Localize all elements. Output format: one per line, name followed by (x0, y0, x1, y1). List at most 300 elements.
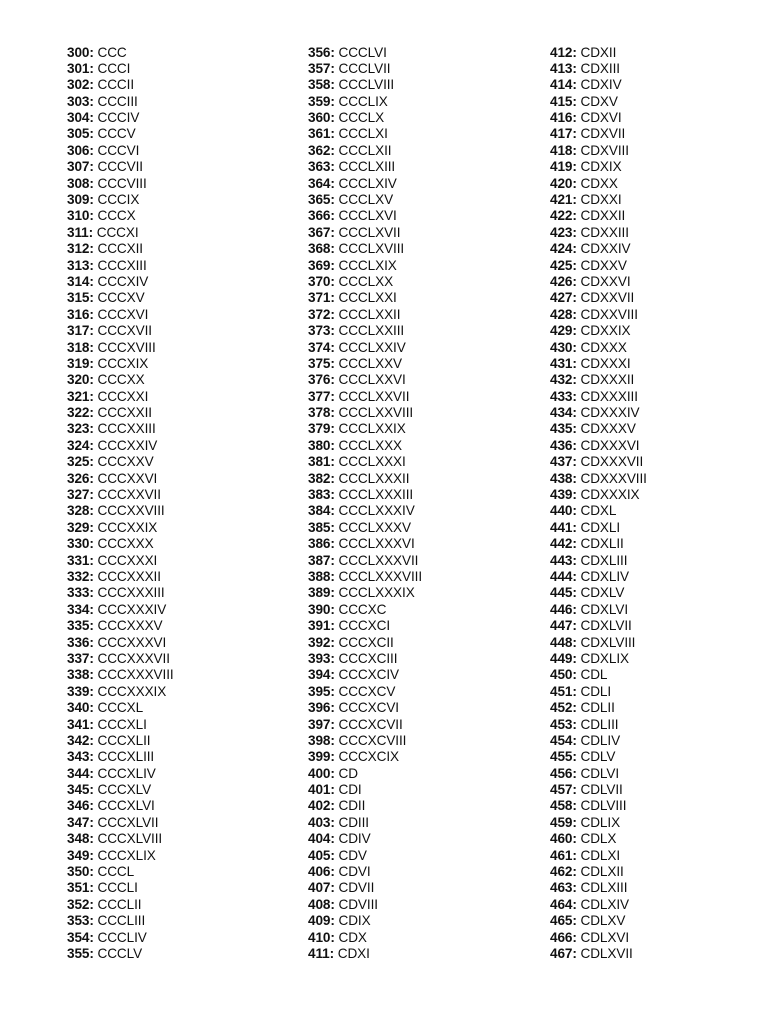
roman-numeral: CDIII (338, 814, 369, 830)
arabic-number: 314 (67, 273, 90, 289)
roman-numeral: CCCL (97, 864, 135, 880)
roman-numeral: CDXLII (580, 536, 624, 552)
numeral-entry (67, 323, 174, 339)
roman-numeral: CCCXXXI (97, 552, 158, 568)
separator: : (89, 77, 98, 93)
roman-numeral: CCCXLIX (97, 847, 156, 863)
separator: : (572, 437, 581, 453)
roman-numeral: CCCXX (97, 372, 145, 388)
separator: : (330, 585, 339, 601)
numeral-entry (550, 749, 647, 765)
separator: : (330, 519, 339, 535)
separator: : (89, 798, 98, 814)
arabic-number: 428 (550, 306, 573, 322)
separator: : (572, 110, 581, 126)
numeral-entry (550, 651, 647, 667)
arabic-number: 431 (550, 355, 573, 371)
arabic-number: 426 (550, 273, 573, 289)
roman-numeral: CDXLVI (580, 601, 628, 617)
separator: : (572, 929, 581, 945)
arabic-number: 322 (67, 405, 90, 421)
numeral-entry (67, 651, 174, 667)
arabic-number: 342 (67, 732, 90, 748)
arabic-number: 442 (550, 536, 573, 552)
arabic-number: 319 (67, 355, 90, 371)
separator: : (572, 159, 581, 175)
arabic-number: 339 (67, 683, 90, 699)
numeral-entry (67, 749, 174, 765)
separator: : (572, 241, 581, 257)
roman-numeral: CDXXVIII (580, 306, 638, 322)
roman-numeral: CCCLXXI (338, 290, 397, 306)
roman-numeral: CCCXV (97, 290, 145, 306)
separator: : (89, 60, 98, 76)
arabic-number: 348 (67, 831, 90, 847)
roman-numeral: CCCXC (338, 601, 387, 617)
separator: : (572, 847, 581, 863)
roman-numeral: CDXXXVIII (580, 470, 647, 486)
roman-numeral: CCCIV (97, 110, 140, 126)
separator: : (572, 749, 581, 765)
roman-numeral: CCCLXXXVI (338, 536, 415, 552)
arabic-number: 424 (550, 241, 573, 257)
separator: : (89, 519, 98, 535)
roman-numeral: CCCLIX (338, 93, 388, 109)
separator: : (572, 175, 581, 191)
roman-numeral: CCCXCII (338, 634, 394, 650)
numeral-entry (550, 848, 647, 864)
numeral-entry (550, 585, 647, 601)
numeral-entry (67, 340, 174, 356)
arabic-number: 356 (308, 44, 331, 60)
numeral-entry (550, 454, 647, 470)
arabic-number: 403 (308, 814, 331, 830)
numeral-entry (67, 684, 174, 700)
roman-numeral: CDII (338, 798, 366, 814)
numeral-entry (308, 438, 422, 454)
roman-numeral: CCCXXXIII (97, 585, 165, 601)
arabic-number: 334 (67, 601, 90, 617)
arabic-number: 328 (67, 503, 90, 519)
roman-numeral: CCCLX (338, 110, 385, 126)
numeral-entry (308, 913, 422, 929)
separator: : (572, 470, 581, 486)
separator: : (330, 634, 339, 650)
arabic-number: 373 (308, 323, 331, 339)
numeral-entry (308, 717, 422, 733)
separator: : (330, 306, 339, 322)
numeral-entry (308, 274, 422, 290)
arabic-number: 405 (308, 847, 331, 863)
arabic-number: 466 (550, 929, 573, 945)
roman-numeral: CDXXIII (580, 224, 629, 240)
roman-numeral: CCCXXVI (97, 470, 158, 486)
separator: : (88, 224, 97, 240)
numeral-entry (550, 536, 647, 552)
arabic-number: 449 (550, 650, 573, 666)
arabic-number: 345 (67, 782, 90, 798)
arabic-number: 367 (308, 224, 331, 240)
separator: : (89, 273, 98, 289)
numeral-entry (67, 487, 174, 503)
roman-numeral: CCCLIII (97, 913, 146, 929)
separator: : (572, 44, 581, 60)
separator: : (572, 601, 581, 617)
separator: : (89, 569, 98, 584)
arabic-number: 337 (67, 650, 90, 666)
arabic-number: 324 (67, 437, 90, 453)
numeral-entry (67, 290, 174, 306)
arabic-number: 382 (308, 470, 331, 486)
roman-numeral: CCCLXV (338, 192, 394, 208)
roman-numeral: CDLXV (580, 913, 626, 929)
arabic-number: 436 (550, 437, 573, 453)
roman-numeral: CCCIII (97, 93, 138, 109)
roman-numeral: CCCVIII (97, 175, 147, 191)
separator: : (330, 372, 339, 388)
separator: : (572, 864, 581, 880)
separator: : (330, 847, 339, 863)
numeral-entry (67, 930, 174, 946)
numeral-entry (67, 372, 174, 388)
arabic-number: 340 (67, 700, 90, 716)
numeral-entry (550, 864, 647, 880)
separator: : (89, 93, 98, 109)
numeral-entry (67, 602, 174, 618)
arabic-number: 451 (550, 683, 573, 699)
separator: : (89, 241, 98, 257)
arabic-number: 461 (550, 847, 573, 863)
arabic-number: 385 (308, 519, 331, 535)
arabic-number: 467 (550, 945, 573, 961)
separator: : (330, 716, 339, 732)
arabic-number: 437 (550, 454, 573, 470)
roman-numeral: CCCXLV (97, 782, 152, 798)
separator: : (89, 880, 98, 896)
separator: : (89, 732, 98, 748)
separator: : (330, 77, 339, 93)
roman-numeral: CCCVI (97, 142, 140, 158)
separator: : (330, 93, 339, 109)
numeral-entry (308, 930, 422, 946)
separator: : (89, 831, 98, 847)
numeral-entry (67, 307, 174, 323)
numeral-entry (67, 94, 174, 110)
roman-numeral: CDLVII (580, 782, 623, 798)
roman-numeral: CCCXI (96, 224, 139, 240)
numeral-entry (67, 454, 174, 470)
separator: : (330, 224, 339, 240)
roman-numeral: CCCLXXXV (338, 519, 411, 535)
separator: : (89, 44, 98, 60)
arabic-number: 338 (67, 667, 90, 683)
numeral-entry (308, 782, 422, 798)
numeral-entry (308, 667, 422, 683)
arabic-number: 419 (550, 159, 573, 175)
roman-numeral: CCCXCIX (338, 749, 399, 765)
separator: : (89, 618, 98, 634)
arabic-number: 395 (308, 683, 331, 699)
numeral-entry (308, 848, 422, 864)
roman-numeral: CDXXXV (580, 421, 636, 437)
numeral-entry (67, 569, 174, 585)
separator: : (572, 192, 581, 208)
numeral-entry (550, 45, 647, 61)
numeral-entry (67, 110, 174, 126)
numeral-entry (550, 176, 647, 192)
roman-numeral: CDXLVIII (580, 634, 636, 650)
roman-numeral: CDXXX (580, 339, 627, 355)
separator: : (572, 913, 581, 929)
numeral-entry (67, 717, 174, 733)
numeral-entry (67, 815, 174, 831)
arabic-number: 388 (308, 569, 331, 584)
arabic-number: 422 (550, 208, 573, 224)
roman-numeral: CCCV (97, 126, 136, 142)
arabic-number: 301 (67, 60, 90, 76)
numeral-entry (550, 421, 647, 437)
numeral-entry (67, 618, 174, 634)
roman-numeral: CCCLXXVI (338, 372, 406, 388)
arabic-number: 326 (67, 470, 90, 486)
numeral-entry (308, 77, 422, 93)
roman-numeral: CCCLXVIII (338, 241, 405, 257)
arabic-number: 420 (550, 175, 573, 191)
numeral-entry (550, 798, 647, 814)
arabic-number: 409 (308, 913, 331, 929)
roman-numeral: CCCLXXXIII (338, 487, 414, 503)
separator: : (89, 749, 98, 765)
roman-numeral: CCCXCVI (338, 700, 399, 716)
separator: : (572, 142, 581, 158)
roman-numeral: CCCLXX (338, 273, 394, 289)
arabic-number: 413 (550, 60, 573, 76)
numeral-entry (308, 602, 422, 618)
roman-numeral: CDXX (580, 175, 618, 191)
numeral-entry (308, 503, 422, 519)
arabic-number: 441 (550, 519, 573, 535)
arabic-number: 336 (67, 634, 90, 650)
arabic-number: 318 (67, 339, 90, 355)
separator: : (330, 192, 339, 208)
roman-numeral: CDXXXIII (580, 388, 638, 404)
arabic-number: 308 (67, 175, 90, 191)
separator: : (89, 355, 98, 371)
arabic-number: 446 (550, 601, 573, 617)
roman-numeral: CCCXVIII (97, 339, 156, 355)
separator: : (572, 405, 581, 421)
numeral-column-1 (67, 45, 174, 963)
arabic-number: 313 (67, 257, 90, 273)
roman-numeral: CDVIII (338, 896, 378, 912)
arabic-number: 350 (67, 864, 90, 880)
roman-numeral: CCCLXXX (338, 437, 403, 453)
roman-numeral: CDXXXVII (580, 454, 644, 470)
numeral-entry (550, 782, 647, 798)
roman-numeral: CCCXCV (338, 683, 396, 699)
arabic-number: 421 (550, 192, 573, 208)
numeral-entry (550, 258, 647, 274)
separator: : (572, 945, 581, 961)
separator: : (330, 405, 339, 421)
separator: : (572, 306, 581, 322)
numeral-entry (308, 553, 422, 569)
separator: : (572, 126, 581, 142)
arabic-number: 396 (308, 700, 331, 716)
separator: : (89, 503, 98, 519)
numeral-entry (67, 520, 174, 536)
separator: : (330, 913, 339, 929)
numeral-entry (550, 635, 647, 651)
roman-numeral: CCCXXIV (97, 437, 158, 453)
roman-numeral: CDLXVI (580, 929, 630, 945)
arabic-number: 368 (308, 241, 331, 257)
numeral-entry (550, 405, 647, 421)
arabic-number: 372 (308, 306, 331, 322)
numeral-entry (550, 290, 647, 306)
roman-numeral: CDXVIII (580, 142, 629, 158)
separator: : (330, 765, 339, 781)
numeral-entry (308, 389, 422, 405)
numeral-entry (308, 61, 422, 77)
numeral-entry (550, 930, 647, 946)
roman-numeral: CCCXXII (97, 405, 152, 421)
roman-numeral: CCCLXI (338, 126, 388, 142)
roman-numeral: CDXIV (580, 77, 622, 93)
numeral-entry (550, 520, 647, 536)
separator: : (572, 77, 581, 93)
arabic-number: 379 (308, 421, 331, 437)
roman-numeral: CCCLXXII (338, 306, 401, 322)
roman-numeral: CCCLIV (97, 929, 147, 945)
arabic-number: 371 (308, 290, 331, 306)
numeral-entry (308, 618, 422, 634)
arabic-number: 462 (550, 864, 573, 880)
numeral-entry (308, 323, 422, 339)
numeral-entry (550, 503, 647, 519)
numeral-entry (67, 700, 174, 716)
numeral-entry (550, 733, 647, 749)
numeral-entry (67, 864, 174, 880)
numeral-entry (67, 356, 174, 372)
numeral-entry (550, 61, 647, 77)
numeral-entry (67, 536, 174, 552)
roman-numeral: CDLXII (580, 864, 624, 880)
numeral-entry (550, 77, 647, 93)
separator: : (89, 929, 98, 945)
numeral-entry (308, 290, 422, 306)
roman-numeral: CDXXXVI (580, 437, 640, 453)
arabic-number: 425 (550, 257, 573, 273)
roman-numeral: CDXXIX (580, 323, 631, 339)
roman-numeral: CCCXCIV (338, 667, 399, 683)
roman-numeral: CCCLXIX (338, 257, 397, 273)
arabic-number: 432 (550, 372, 573, 388)
separator: : (89, 208, 98, 224)
roman-numeral: CCCXLIII (97, 749, 155, 765)
numeral-entry (550, 946, 647, 962)
arabic-number: 433 (550, 388, 573, 404)
separator: : (89, 716, 98, 732)
separator: : (330, 110, 339, 126)
numeral-entry (550, 569, 647, 585)
separator: : (330, 814, 339, 830)
arabic-number: 378 (308, 405, 331, 421)
separator: : (572, 372, 581, 388)
numeral-entry (308, 356, 422, 372)
roman-numeral: CDXXXII (580, 372, 635, 388)
separator: : (330, 273, 339, 289)
separator: : (330, 683, 339, 699)
roman-numeral: CDXXXI (580, 355, 631, 371)
arabic-number: 325 (67, 454, 90, 470)
roman-numeral: CCCXLVII (97, 814, 159, 830)
arabic-number: 448 (550, 634, 573, 650)
separator: : (572, 60, 581, 76)
separator: : (89, 896, 98, 912)
separator: : (89, 437, 98, 453)
roman-numeral: CDXLIII (580, 552, 628, 568)
numeral-entry (67, 77, 174, 93)
separator: : (572, 782, 581, 798)
arabic-number: 304 (67, 110, 90, 126)
numeral-entry (67, 421, 174, 437)
numeral-entry (67, 176, 174, 192)
separator: : (89, 257, 98, 273)
separator: : (330, 896, 339, 912)
separator: : (89, 765, 98, 781)
arabic-number: 302 (67, 77, 90, 93)
roman-numeral: CDXLVII (580, 618, 632, 634)
arabic-number: 423 (550, 224, 573, 240)
roman-numeral: CDVI (338, 864, 371, 880)
numeral-entry (308, 454, 422, 470)
roman-numeral: CDLIII (580, 716, 619, 732)
separator: : (330, 126, 339, 142)
separator: : (89, 126, 98, 142)
separator: : (572, 208, 581, 224)
roman-numeral: CDXII (580, 44, 617, 60)
separator: : (330, 552, 339, 568)
roman-numeral: CCCXXV (97, 454, 154, 470)
numeral-entry (308, 831, 422, 847)
numeral-entry (550, 897, 647, 913)
arabic-number: 435 (550, 421, 573, 437)
arabic-number: 456 (550, 765, 573, 781)
arabic-number: 335 (67, 618, 90, 634)
roman-numeral: CCCI (97, 60, 131, 76)
roman-numeral: CCCXCIII (338, 650, 398, 666)
separator: : (89, 650, 98, 666)
roman-numeral: CCCX (97, 208, 136, 224)
roman-numeral: CCCLXXVIII (338, 405, 414, 421)
separator: : (89, 142, 98, 158)
numeral-entry (308, 766, 422, 782)
arabic-number: 374 (308, 339, 331, 355)
roman-numeral: CDXL (580, 503, 617, 519)
separator: : (572, 716, 581, 732)
arabic-number: 375 (308, 355, 331, 371)
numeral-entry (67, 274, 174, 290)
numeral-entry (308, 405, 422, 421)
arabic-number: 411 (308, 945, 330, 961)
separator: : (330, 782, 339, 798)
numeral-entry (67, 258, 174, 274)
arabic-number: 465 (550, 913, 573, 929)
separator: : (330, 503, 339, 519)
arabic-number: 460 (550, 831, 573, 847)
separator: : (329, 945, 338, 961)
